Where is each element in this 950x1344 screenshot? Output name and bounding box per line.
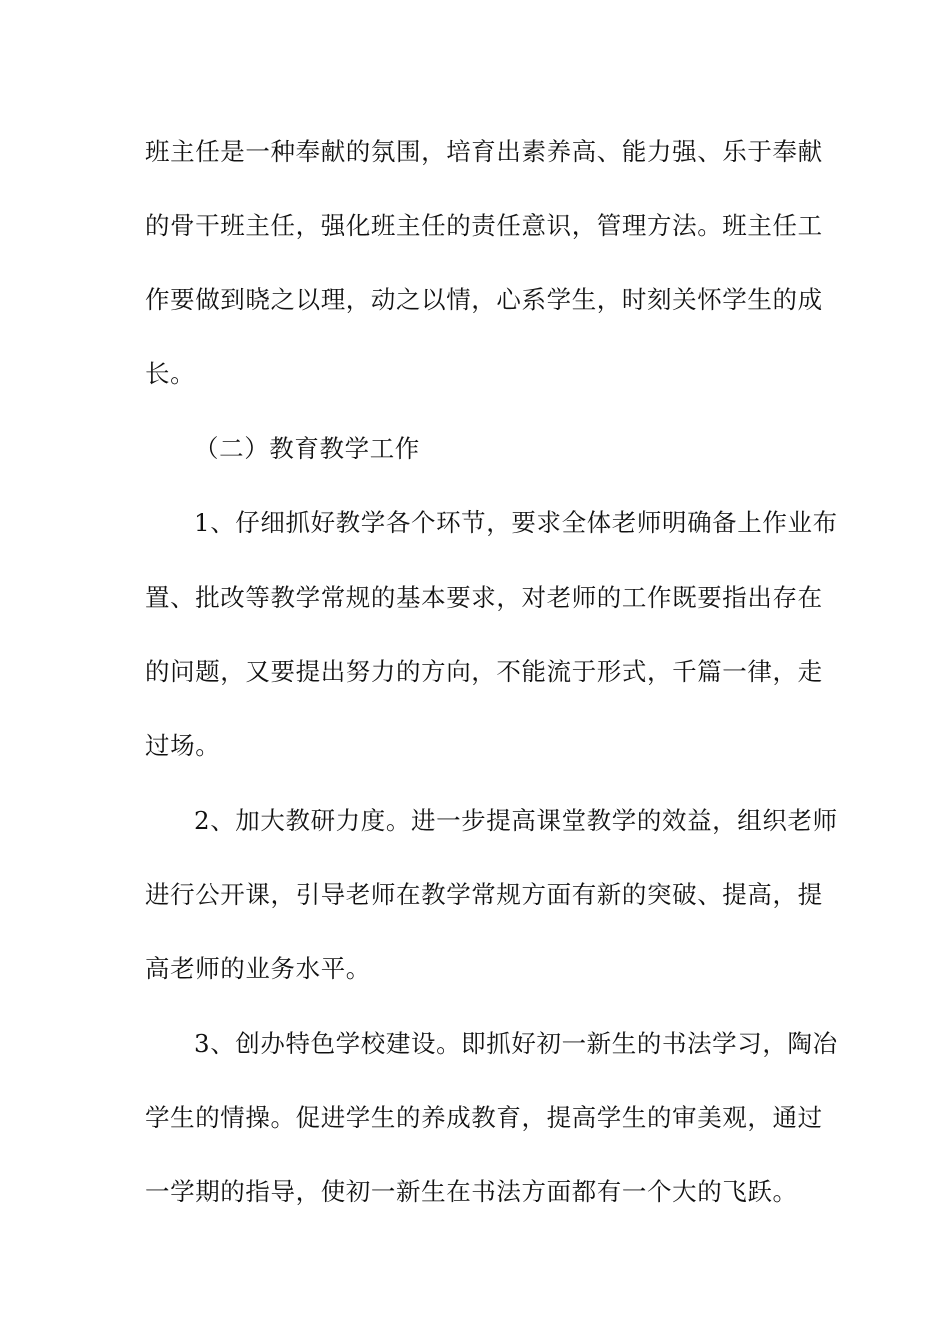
item-1-line-1: 1、仔细抓好教学各个环节，要求全体老师明确备上作业布 [194, 508, 838, 537]
paragraph-1-line-1: 班主任是一种奉献的氛围，培育出素养高、能力强、乐于奉献 [145, 137, 823, 166]
item-2-line-1: 2、加大教研力度。进一步提高课堂教学的效益，组织老师 [194, 806, 838, 835]
paragraph-1-line-3: 作要做到晓之以理，动之以情，心系学生，时刻关怀学生的成 [145, 285, 823, 314]
item-1-line-2: 置、批改等教学常规的基本要求，对老师的工作既要指出存在 [145, 583, 823, 612]
item-3-line-2: 学生的情操。促进学生的养成教育，提高学生的审美观，通过 [145, 1103, 823, 1132]
item-3-line-3: 一学期的指导，使初一新生在书法方面都有一个大的飞跃。 [145, 1177, 798, 1206]
paragraph-1-line-4: 长。 [145, 359, 196, 388]
section-heading: （二）教育教学工作 [194, 434, 420, 463]
item-3-line-1: 3、创办特色学校建设。即抓好初一新生的书法学习，陶冶 [194, 1029, 838, 1058]
item-2-line-2: 进行公开课，引导老师在教学常规方面有新的突破、提高，提 [145, 880, 823, 909]
paragraph-1-line-2: 的骨干班主任，强化班主任的责任意识，管理方法。班主任工 [145, 211, 823, 240]
item-2-line-3: 高老师的业务水平。 [145, 954, 371, 983]
item-1-line-4: 过场。 [145, 731, 221, 760]
item-1-line-3: 的问题，又要提出努力的方向，不能流于形式，千篇一律，走 [145, 657, 823, 686]
